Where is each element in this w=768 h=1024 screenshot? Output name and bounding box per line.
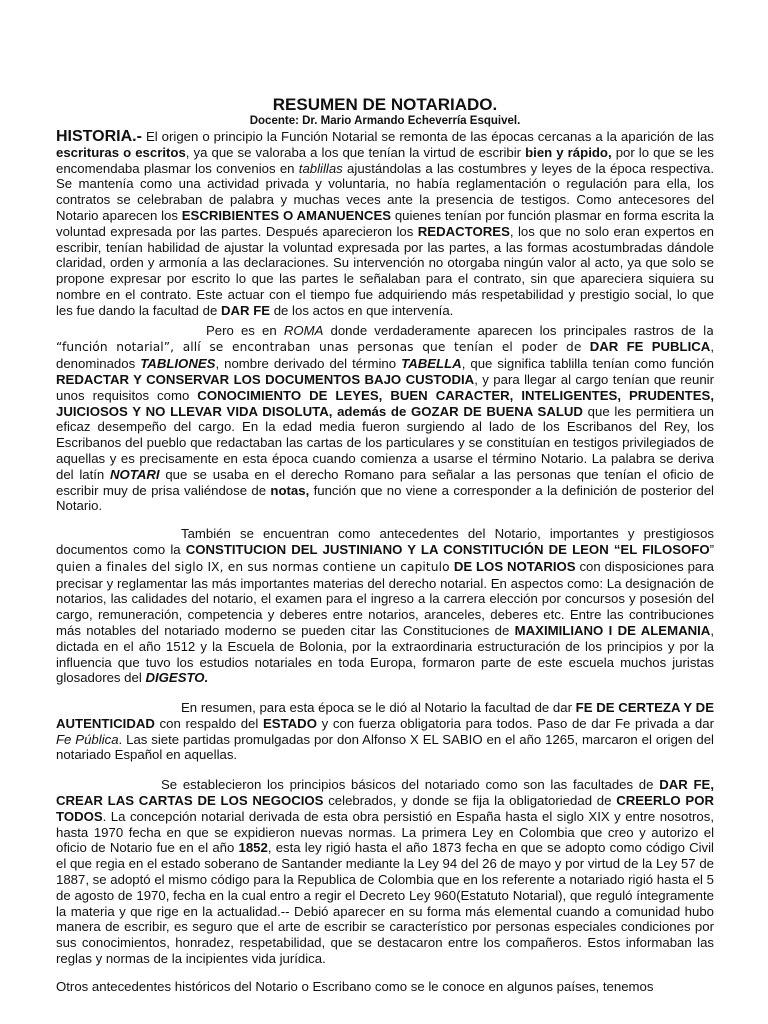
- document-title: RESUMEN DE NOTARIADO.: [272, 95, 498, 114]
- section-heading: HISTORIA.-: [56, 128, 142, 145]
- paragraph-historia: HISTORIA.- El origen o principio la Función Notarial se remonta de las épocas cercanas a la aparición de las escrituras o escritos, ya que se valoraba a los que tenían la virtud de escribir bien y rápido, por lo que se les encomendaba plasmar los convenios en tablillas ajustándolas a las costumbres y leyes de la época respectiva. Se mantenía como una actividad privada y voluntaria, no había reglamentación o regulación para ella, los contratos se celebraban de palabra y muchas veces ante la presencia de testigos. Como antecesores del Notario aparecen los ESCRIBIENTES O AMANUENCES quienes tenían por función plasmar en forma escrita la voluntad expresada por las partes. Después aparecieron los REDACTORES, los que no solo eran expertos en escribir, tenían habilidad de ajustar la voluntad expresada por las partes, a las formas acostumbradas dándole claridad, orden y armonía a las declaraciones. Su intervención no otorgaba ningún valor al acto, ya que solo se propone expresar por escrito lo que las partes le señalaban para el contrato, sin que apareciera siquiera su nombre en el contrato. Este actuar con el tiempo fue adquiriendo más respetabilidad y prestigio social, lo que les fue dando la facultad de DAR FE de los actos en que intervenía.: [56, 128, 715, 318]
- paragraph-constituciones: También se encuentran como antecedentes del Notario, importantes y prestigiosos documentos como la CONSTITUCION DEL JUSTINIANO Y LA CONSTITUCIÓN DE LEON “EL FILOSOFO” quien a finales del siglo IX, en sus normas contiene un capitulo DE LOS NOTARIOS con disposiciones para precisar y reglamentar las más importantes materias del derecho notarial. En aspectos como: La designación de notarios, las calidades del notario, el examen para el ingreso a la carrera elección por concursos y posesión del cargo, remuneración, competencia y deberes entre notarios, aranceles, deberes etc. Entre las contribuciones más notables del notariado moderno se pueden citar las Constituciones de MAXIMILIANO I DE ALEMANIA, dictada en el año 1512 y la Escuela de Bolonia, por la extraordinaria estructuración de los principios y por la influencia que tuvo los estudios notariales en toda Europa, formaron parte de este escuela muchos juristas glosadores del DIGESTO.: [56, 526, 714, 686]
- paragraph-principios: Se establecieron los principios básicos del notariado como son las facultades de DAR FE, CREAR LAS CARTAS DE LOS NEGOCIOS celebrados, y donde se fija la obligatoriedad de CREERLO POR TODOS. La concepción notarial derivada de esta obra persistió en España hasta el siglo XIX y entre nosotros, hasta 1970 fecha en que se expidieron nuevas normas. La primera Ley en Colombia que creo y autorizo el oficio de Notario fue en el año 1852, esta ley rigió hasta el año 1873 fecha en que se adopto como código Civil el que regia en el estado soberano de Santander mediante la Ley 94 del 26 de mayo y por virtud de la Ley 57 de 1887, se adoptó el mismo código para la Republica de Colombia que en los referente a notariado rigió hasta el 5 de agosto de 1970, fecha en la cual entro a regir el Decreto Ley 960(Estatuto Notarial), que reguló íntegramente la materia y que rige en la actualidad.-- Debió aparecer en su forma más elemental cuando a comunidad hubo manera de escribir, es seguro que el arte de escribir se característico por personas especiales condiciones por sus conocimientos, honradez, respetabilidad, que se destacaron entre los compañeros. Estos informaban las reglas y normas de la incipientes vida jurídica.: [56, 777, 715, 967]
- document-subtitle: Docente: Dr. Mario Armando Echeverría Esquivel.: [249, 115, 521, 127]
- paragraph-resumen: En resumen, para esta época se le dió al Notario la facultad de dar FE DE CERTEZA Y DE AUTENTICIDAD con respaldo del ESTADO y con fuerza obligatoria para todos. Paso de dar Fe privada a dar Fe Pública. Las siete partidas promulgadas por don Alfonso X EL SABIO en el año 1265, marcaron el origen del notariado Español en aquellas.: [56, 700, 714, 763]
- paragraph-roma: Pero es en ROMA donde verdaderamente aparecen los principales rastros de la “función notarial”, allí se encontraban unas personas que tenían el poder de DAR FE PUBLICA, denominados TABLIONES, nombre derivado del término TABELLA, que significa tablilla tenían como función REDACTAR Y CONSERVAR LOS DOCUMENTOS BAJO CUSTODIA, y para llegar al cargo tenían que reunir unos requisitos como CONOCIMIENTO DE LEYES, BUEN CARACTER, INTELIGENTES, PRUDENTES, JUICIOSOS Y NO LLEVAR VIDA DISOLUTA, además de GOZAR DE BUENA SALUD que les permitiera un eficaz desempeño del cargo. En la edad media fueron surgiendo al lado de los Escribanos del Rey, los Escribanos del pueblo que redactaban las cartas de los particulares y se constituían en testigos privilegiados de aquellas y es precisamente en esta época cuando comienza a usarse el término Notario. La palabra se deriva del latín NOTARI que se usaba en el derecho Romano para señalar a las personas que tenían el oficio de escribir muy de prisa valiéndose de notas, función que no viene a corresponder a la definición de posterior del Notario.: [56, 322, 714, 514]
- paragraph-otros: Otros antecedentes históricos del Notario o Escribano como se le conoce en algunos países, tenemos: [56, 978, 654, 994]
